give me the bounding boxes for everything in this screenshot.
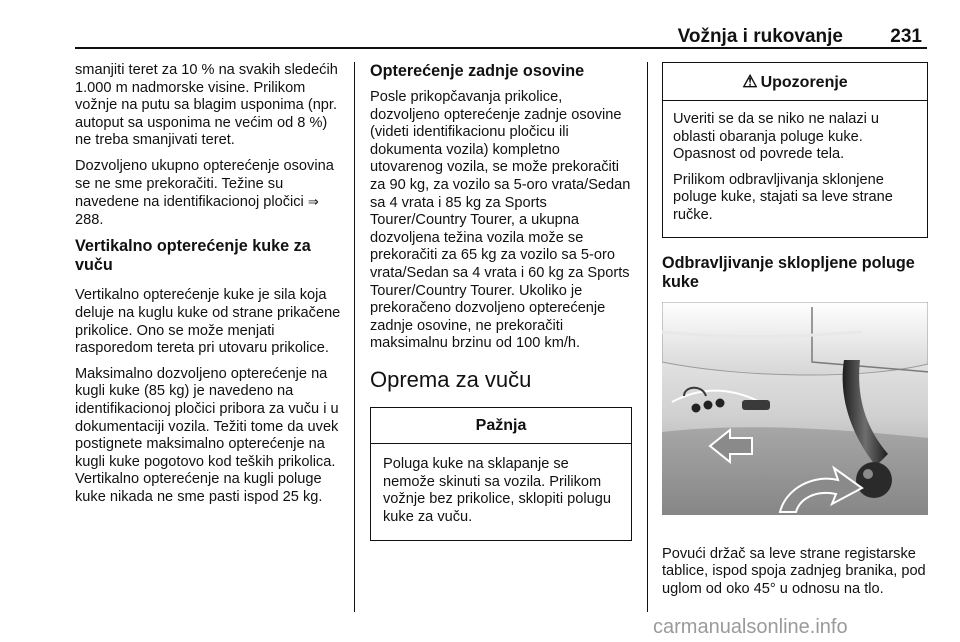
warning-triangle-icon: ⚠ [742,72,758,91]
tow-bar-release-illustration [662,302,928,515]
handle-knob [716,398,725,407]
tow-ball-highlight [863,469,873,479]
paragraph-max-vertical-load: Maksimalno dozvoljeno opterećenje na kugli kuke (85 kg) je navedeno na identifikacionoj pločici pribora za vuču i u dokumentaciji vozila. Težiti tome da uvek postignete maksimalno opterećenje na kugli kuke pogotovo kod teških prikolica. Vertikalno opterećenje na kugli poluge kuke nikada ne sme pasti ispod 25 kg. [75,365,339,505]
rear-bumper [662,302,928,375]
caution-box [370,407,632,541]
heading-rear-axle-load: Opterećenje zadnje osovine [370,62,585,80]
caution-title: Pažnja [371,408,631,444]
column-3 [662,62,928,606]
warning-body [663,101,927,237]
warning-box [662,62,928,238]
warning-title: Upozorenje [760,74,848,91]
column-1 [75,62,341,514]
page-ref-arrow-icon: ⇒ [307,194,319,210]
column-divider-1 [354,62,355,612]
handle-knob [692,403,701,412]
column-divider-2 [647,62,648,612]
handle-bracket [742,400,770,410]
watermark: carmanualsonline.info [653,616,848,638]
paragraph-rear-axle-load: Posle prikopčavanja prikolice, dozvoljeno opterećenje zadnje osovine (videti identifikacionu pločicu ili dokumenta vozila) kompletno utovarenog vozila, se može prekoračiti za 90 kg, za vozilo sa 5-oro vrata/Sedan sa 4 vrata i 85 kg za Sports Tourer/Country Tourer, a ukupna dozvoljena težina vozila može se prekoračiti za 65 kg za vozilo sa 5-oro vrata/Sedan sa 4 vrata i 60 kg za Sports Tourer/Country Tourer. Ukoliko je prekoračeno dozvoljeno opterećenje zadnje osovine, ne prekoračiti maksimalnu brzinu od 100 km/h. [370,89,631,352]
caution-body-container [371,444,631,540]
tow-ball [856,462,892,498]
page-number: 231 [890,26,922,47]
running-title: Vožnja i rukovanje [677,26,843,47]
page-ref-link[interactable]: 288. [75,211,104,228]
paragraph-vertical-load-definition: Vertikalno opterećenje kuke je sila koja deluje na kuglu kuke od strane prikačene prikolice. Ono se može menjati rasporedom tereta pri utovaru prikolice. [75,287,341,357]
warning-header [663,63,927,101]
caution-body: Poluga kuke na sklapanje se nemože skinuti sa vozila. Prilikom vožnje bez prikolice, sklopiti polugu kuke za vuču. [383,455,611,525]
paragraph-axle-load [75,158,341,229]
paragraph-axle-load-text: Dozvoljeno ukupno opterećenje osovina se ne sme prekoračiti. Težine su navedene na identifikacionoj pločici [75,157,334,211]
section-title-towing-equipment: Oprema za vuču [370,366,532,392]
heading-vertical-load: Vertikalno opterećenje kuke za vuču [75,237,311,275]
handle-knob [704,400,713,409]
warning-paragraph-1: Uveriti se da se niko ne nalazi u oblasti obaranja poluge kuke. Opasnost od povrede tela. [673,111,880,163]
illustration-caption: Povući držač sa leve strane registarske tablice, ispod spoja zadnjeg branika, pod uglom od oko 45° u odnosu na tlo. [662,545,926,597]
paragraph-load-reduction: smanjiti teret za 10 % na svakih sledećih 1.000 m nadmorske visine. Prilikom vožnje na putu sa blagim usponima (npr. autoput sa usponima ne većim od 8 %) ne treba smanjivati teret. [75,62,338,149]
heading-unlock-tow-bar: Odbravljivanje sklopljene poluge kuke [662,253,915,291]
header-rule [75,47,927,49]
warning-paragraph-2: Prilikom odbravljivanja sklonjene poluge kuke, stajati sa leve strane ručke. [673,171,893,223]
page-header [75,24,927,48]
column-2 [370,62,632,541]
